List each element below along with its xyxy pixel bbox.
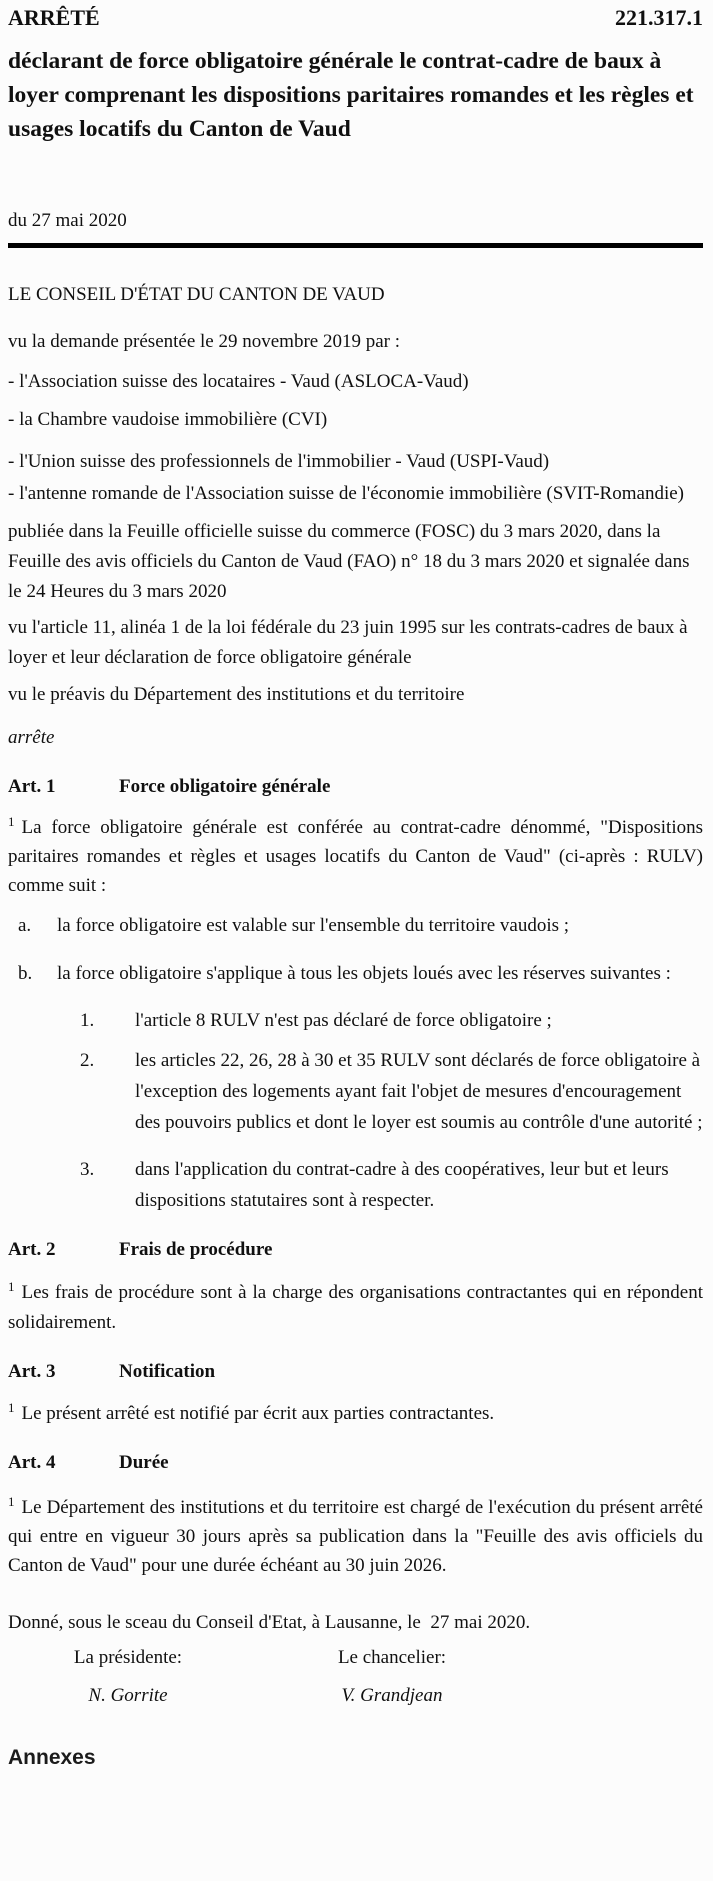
article-title: Durée <box>119 1452 169 1473</box>
list-item-text: les articles 22, 26, 28 à 30 et 35 RULV sont déclarés de force obligatoire à l'exception des logements ayant fait l'objet de mesures d'encouragement des pouvoirs publics et dont le loyer est soumis au contrôle d'une autorité ; <box>135 1050 703 1133</box>
signature-name: N. Gorrite <box>88 1685 168 1706</box>
signature-role: La présidente: <box>73 1647 183 1668</box>
article-section <box>8 1448 703 1580</box>
article-heading <box>8 1357 703 1387</box>
list-item <box>8 910 703 942</box>
list-item-text: la force obligatoire est valable sur l'ensemble du territoire vaudois ; <box>57 915 570 936</box>
authority-line: LE CONSEIL D'ÉTAT DU CANTON DE VAUD <box>8 284 385 305</box>
article-section <box>8 1357 703 1429</box>
document-kind-label: ARRÊTÉ <box>8 5 100 30</box>
list-item-text: l'article 8 RULV n'est pas déclaré de force obligatoire ; <box>135 1010 552 1031</box>
list-item-text: dans l'application du contrat-cadre à des coopératives, leur but et leurs dispositions statutaires sont à respecter. <box>135 1159 669 1211</box>
article-heading <box>8 772 703 802</box>
preamble-paragraph: publiée dans la Feuille officielle suisse du commerce (FOSC) du 3 mars 2020, dans la Feuille des avis officiels du Canton de Vaud (FAO) n° 18 du 3 mars 2020 et signalée dans le 24 Heures du 3 mars 2020 <box>8 521 690 602</box>
signature-block <box>8 1643 703 1711</box>
article-label: Art. 4 <box>8 1452 56 1473</box>
list-item-text: la force obligatoire s'applique à tous les objets loués avec les réserves suivantes : <box>57 963 671 984</box>
list-item-marker: a. <box>18 915 32 936</box>
article-section <box>8 1235 703 1338</box>
article-title: Frais de procédure <box>119 1239 273 1260</box>
article-heading <box>8 1448 703 1478</box>
article-paragraph <box>8 1493 703 1580</box>
article-paragraph <box>8 1278 703 1338</box>
article-label: Art. 3 <box>8 1361 56 1382</box>
enacting-formula: arrête <box>8 727 55 748</box>
paragraph-mark: 1 <box>8 1399 15 1415</box>
list-item-marker: b. <box>18 963 33 984</box>
list-item-marker: 2. <box>80 1050 95 1071</box>
preamble-paragraph: - l'Association suisse des locataires - Vaud (ASLOCA-Vaud) <box>8 371 469 392</box>
article-label: Art. 1 <box>8 776 56 797</box>
sub-list-item <box>8 1154 703 1216</box>
signature-name: V. Grandjean <box>341 1685 443 1706</box>
preamble-paragraph: - l'antenne romande de l'Association suisse de l'économie immobilière (SVIT-Romandie) <box>8 483 684 504</box>
paragraph-mark: 1 <box>8 813 15 829</box>
closing-line: Donné, sous le sceau du Conseil d'Etat, à Lausanne, le 27 mai 2020. <box>8 1612 531 1633</box>
paragraph-text: La force obligatoire générale est conférée au contrat-cadre dénommé, "Dispositions paritaires romandes et règles et usages locatifs du Canton de Vaud" (ci-après : RULV) comme suit : <box>8 817 703 896</box>
article-title: Notification <box>119 1361 216 1382</box>
article-heading <box>8 1235 703 1265</box>
article-label: Art. 2 <box>8 1239 56 1260</box>
article-section <box>8 772 703 1216</box>
preamble-paragraph: vu l'article 11, alinéa 1 de la loi fédérale du 23 juin 1995 sur les contrats-cadres de baux à loyer et leur déclaration de force obligatoire générale <box>8 617 688 668</box>
preamble-paragraph: vu la demande présentée le 29 novembre 2019 par : <box>8 331 400 352</box>
list-item <box>8 958 703 990</box>
paragraph-text: Le Département des institutions et du territoire est chargé de l'exécution du présent arrêté qui entre en vigueur 30 jours après sa publication dans la "Feuille des avis officiels du Canton de Vaud" pour une durée échéant au 30 juin 2026. <box>8 1497 703 1576</box>
paragraph-mark: 1 <box>8 1493 15 1509</box>
paragraph-text: Le présent arrêté est notifié par écrit aux parties contractantes. <box>21 1403 495 1424</box>
preamble <box>8 327 703 710</box>
reference-number: 221.317.1 <box>615 5 703 30</box>
paragraph-mark: 1 <box>8 1278 15 1294</box>
article-paragraph <box>8 813 703 900</box>
date-line: du 27 mai 2020 <box>8 210 127 231</box>
signature-president <box>8 1643 248 1711</box>
preamble-paragraph: - l'Union suisse des professionnels de l'immobilier - Vaud (USPI-Vaud) <box>8 451 550 472</box>
annexes-heading: Annexes <box>8 1746 96 1769</box>
document-title: déclarant de force obligatoire générale le contrat-cadre de baux à loyer comprenant les dispositions paritaires romandes et les règles et usages locatifs du Canton de Vaud <box>8 48 694 142</box>
list-item-marker: 3. <box>80 1159 95 1180</box>
signature-role: Le chancelier: <box>337 1647 447 1668</box>
paragraph-text: Les frais de procédure sont à la charge des organisations contractantes qui en répondent solidairement. <box>8 1282 703 1333</box>
document-header <box>8 3 703 33</box>
preamble-paragraph: - la Chambre vaudoise immobilière (CVI) <box>8 409 328 430</box>
sub-list-item <box>8 1045 703 1138</box>
article-title: Force obligatoire générale <box>119 776 331 797</box>
sub-list-item <box>8 1005 703 1036</box>
preamble-paragraph: vu le préavis du Département des institutions et du territoire <box>8 684 465 705</box>
signature-chancellor <box>272 1643 512 1711</box>
article-paragraph <box>8 1399 703 1429</box>
header-rule <box>8 243 703 248</box>
list-item-marker: 1. <box>80 1010 95 1031</box>
